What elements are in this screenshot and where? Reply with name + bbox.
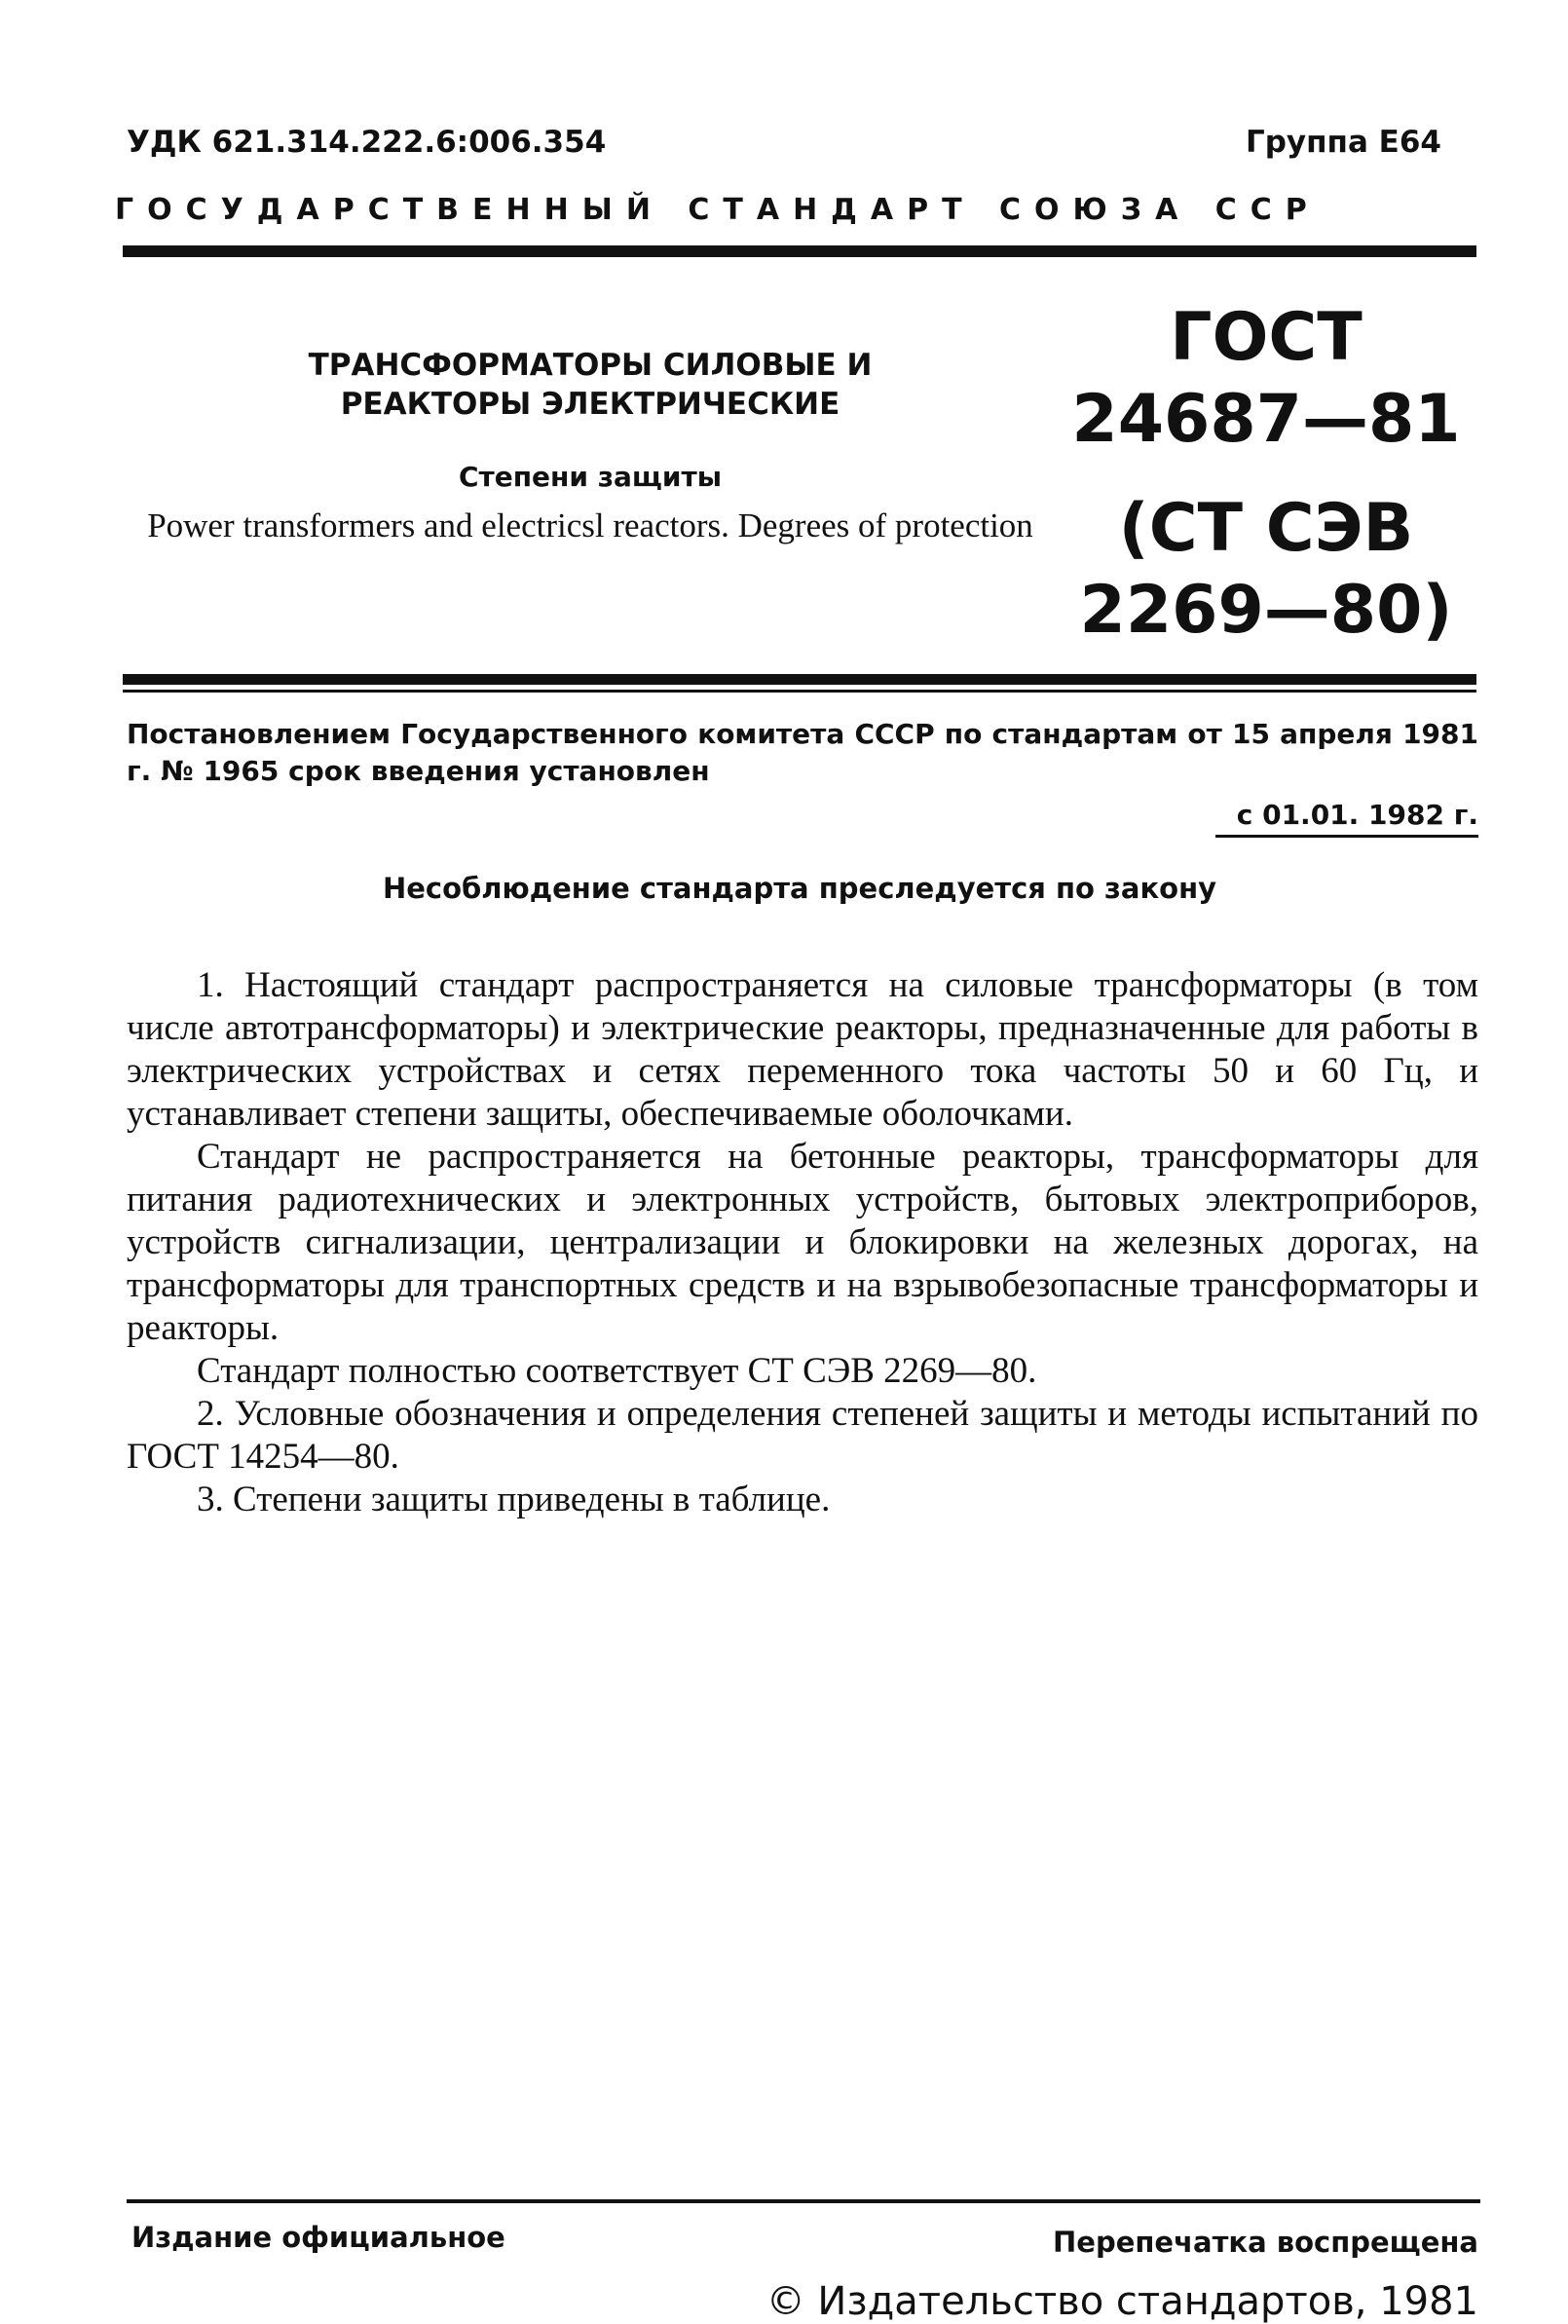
gost-label: ГОСТ: [1170, 299, 1363, 376]
decree-text: Постановлением Государственного комитета СССР по стандартам от 15 апреля 1981 г. № 1965 срок введения установлен: [127, 718, 1478, 787]
sev-number: 2269—80): [1079, 572, 1453, 649]
paragraph-1: 1. Настоящий стандарт распространяется на силовые трансформаторы (в том числе автотрансформаторы) и электрические реакторы, предназначенные для работы в электрических устройствах и сетях переменного тока частоты 50 и 60 Гц, и устанавливает степени защиты, обеспечиваемые оболочками.: [127, 965, 1478, 1134]
title-line-1: ТРАНСФОРМАТОРЫ СИЛОВЫЕ И: [308, 348, 873, 383]
group-code: Группа Е64: [1245, 125, 1441, 160]
subtitle: Степени защиты: [458, 461, 723, 493]
gost-block: [1052, 297, 1480, 652]
body-text: [127, 964, 1478, 1521]
title-line-2: РЕАКТОРЫ ЭЛЕКТРИЧЕСКИЕ: [340, 387, 840, 422]
effective-date: с 01.01. 1982 г.: [1215, 799, 1478, 838]
edition-note: Издание официальное: [131, 2221, 505, 2254]
paragraph-2: Стандарт не распространяется на бетонные реакторы, трансформаторы для питания радиотехнических и электронных устройств, бытовых электроприборов, устройств сигнализации, централизации и блокировки на железных дорогах, на трансформаторы для транспортных средств и на взрывобезопасные трансформаторы и реакторы.: [127, 1137, 1478, 1348]
paragraph-3: Стандарт полностью соответствует СТ СЭВ 2269—80.: [197, 1351, 1037, 1391]
state-standard-heading: ГОСУДАРСТВЕННЫЙ СТАНДАРТ СОЮЗА ССР: [115, 193, 1321, 227]
paragraph-5: 3. Степени защиты приведены в таблице.: [197, 1480, 831, 1519]
english-title: Power transformers and electricsl reactors. Degrees of protection: [147, 506, 1033, 544]
udk-code: УДК 621.314.222.6:006.354: [127, 125, 607, 160]
top-rule: [123, 245, 1476, 257]
title-block: [123, 346, 1058, 545]
legal-warning: Несоблюдение стандарта преследуется по закону: [382, 872, 1217, 905]
paragraph-4: 2. Условные обозначения и определения степеней защиты и методы испытаний по ГОСТ 14254—80.: [127, 1394, 1478, 1477]
middle-rule: [123, 674, 1476, 685]
bottom-rule: [127, 2199, 1480, 2203]
middle-rule-thin: [123, 690, 1476, 693]
gost-number: 24687—81: [1071, 381, 1461, 458]
sev-label: (СТ СЭВ: [1118, 490, 1414, 567]
copyright: © Издательство стандартов, 1981: [765, 2279, 1478, 2324]
reprint-note: Перепечатка воспрещена: [1053, 2226, 1478, 2259]
